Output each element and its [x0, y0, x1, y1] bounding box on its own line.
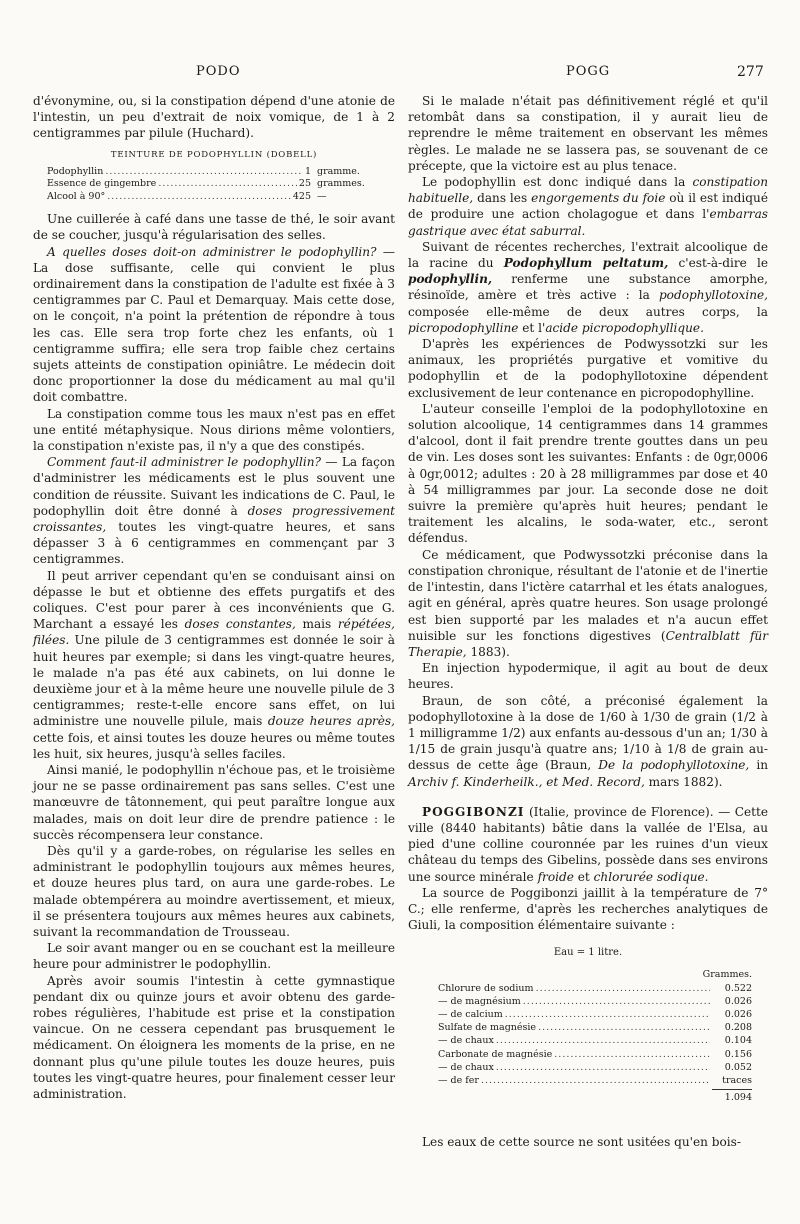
table-row: — de fer ..... traces	[438, 1074, 752, 1087]
composition-table	[438, 968, 752, 1104]
table-row: Carbonate de magnésie ..... 0.156	[438, 1048, 752, 1061]
header-left: PODO	[196, 64, 241, 79]
paragraph: La source de Poggibonzi jaillit à la température de 7° C.; elle renferme, d'après les recherches analytiques de Giuli, la composition élémentaire suivante :	[408, 885, 768, 933]
paragraph: Braun, de son côté, a préconisé également la podophyllotoxine à la dose de 1/60 à 1/30 de grain (1/2 à 1 milligramme 1/2) aux enfants au-dessous d'un an; 1/30 à 1/15 de grain jusqu'à quatre ans; 1/10 à 1/8 de grain au-dessus de cette âge (Braun, De la podophyllotoxine, in Archiv f. Kinderheilk., et Med. Record, mars 1882).	[408, 693, 768, 789]
paragraph: La constipation comme tous les maux n'est pas en effet une entité métaphysique. Nous dirions même volontiers, la constipation n'existe pas, il n'y a que des constipés.	[33, 406, 395, 453]
paragraph: Le soir avant manger ou en se couchant est la meilleure heure pour administrer le podophyllin.	[33, 941, 395, 972]
recipe-row: Essence de gingembre ..... 25 grammes.	[47, 178, 375, 191]
recipe-row: Podophyllin ..... 1 gramme.	[47, 166, 375, 179]
unit-header: Grammes.	[702, 969, 752, 981]
paragraph: Si le malade n'était pas définitivement réglé et qu'il retombât dans sa constipation, il y aurait lieu de reprendre le même traitement en observant les mêmes règles. Le malade ne se lassera pas, se souvenant de ce précepte, que la victoire est au plus tenace.	[408, 94, 768, 173]
table-row: Sulfate de magnésie ..... 0.208	[438, 1021, 752, 1034]
paragraph: Ce médicament, que Podwyssotzki préconise dans la constipation chronique, résultant de l'atonie et de l'inertie de l'intestin, dans l'ictère catarrhal et les états analogues, agit en général, après quatre heures. Son usage prolongé est bien supporté par les malades et n'a aucun effet nuisible sur les fonctions digestives (Centralblatt für Therapie, 1883).	[408, 547, 768, 659]
paragraph: Une cuillerée à café dans une tasse de thé, le soir avant de se coucher, jusqu'à régularisation des selles.	[33, 212, 395, 243]
table-row: — de chaux ..... 0.052	[438, 1061, 752, 1074]
paragraph: A quelles doses doit-on administrer le podophyllin? — La dose suffisante, celle qui convient le plus ordinairement dans la constipation de l'adulte est fixée à 3 centigrammes par C. Paul et Demarquay. Mais cette dose, on le conçoit, n'a point la prétention de répondre à tous les cas. Elle sera trop forte chez les enfants, où 1 centigramme suffira; elle sera trop faible chez certains sujets atteints de constipation opiniâtre. Le médecin doit donc proportionner la dose du médicament au mal qu'il doit combattre.	[33, 244, 395, 405]
recipe-list	[47, 166, 375, 204]
paragraph: Dès qu'il y a garde-robes, on régularise les selles en administrant le podophyllin toujours aux mêmes heures, et douze heures plus tard, on aura une garde-robes. Le malade obtempérera au moindre avertissement, et mieux, il se présentera toujours aux mêmes heures aux cabinets, suivant la recommandation de Trousseau.	[33, 844, 395, 940]
paragraph: Comment faut-il administrer le podophyllin? — La façon d'administrer les médicaments est le plus souvent une condition de réussite. Suivant les indications de C. Paul, le podophyllin doit être donné à doses progressivement croissantes, toutes les vingt-quatre heures, et sans dépasser 3 à 6 centigrammes en commençant par 3 centigrammes.	[33, 455, 395, 567]
dictionary-entry: POGGIBONZI (Italie, province de Florence). — Cette ville (8440 habitants) bâtie dans la vallée de l'Elsa, au pied d'une colline couronnée par les ruines d'un vieux château du temps des Gibelins, possède dans ses environs une source minérale froide et chlorurée sodique.	[408, 804, 768, 884]
header-center: POGG	[566, 64, 611, 79]
left-column	[33, 93, 395, 1102]
paragraph: Suivant de récentes recherches, l'extrait alcoolique de la racine du Podophyllum peltatum, c'est-à-dire le podophyllin, renferme une substance amorphe, résinoïde, amère et très active : la podophyllotoxine, composée elle-même de deux autres corps, la picropodophylline et l'acide picropodophyllique.	[408, 239, 768, 335]
table-row: — de chaux ..... 0.104	[438, 1034, 752, 1047]
page-number: 277	[737, 64, 764, 80]
table-row: — de magnésium ..... 0.026	[438, 995, 752, 1008]
paragraph: Le podophyllin est donc indiqué dans la constipation habituelle, dans les engorgements du foie où il est indiqué de produire une action cholagogue et dans l'embarras gastrique avec état saburral.	[408, 175, 768, 238]
paragraph: d'évonymine, ou, si la constipation dépend d'une atonie de l'intestin, un peu d'extrait de noix vomique, de 1 à 2 centigrammes par pilule (Huchard).	[33, 94, 395, 141]
table-row: — de calcium ..... 0.026	[438, 1008, 752, 1021]
table-row: Chlorure de sodium ..... 0.522	[438, 982, 752, 995]
paragraph: Ainsi manié, le podophyllin n'échoue pas, et le troisième jour ne se passe ordinairement pas sans selles. C'est une manœuvre de tâtonnement, qui peut paraître longue aux malades, mais on doit leur dire de prendre patience : le succès récompensera leur constance.	[33, 763, 395, 842]
right-column	[408, 93, 768, 1151]
paragraph: Il peut arriver cependant qu'en se conduisant ainsi on dépasse le but et obtienne des effets purgatifs et des coliques. C'est pour parer à ces inconvénients que G. Marchant a essayé les doses constantes, mais répétées, filées. Une pilule de 3 centigrammes est donnée le soir à huit heures par exemple; si dans les vingt-quatre heures, le malade n'a pas été aux cabinets, on lui donne le deuxième jour et à la même heure une nouvelle pilule de 3 centigrammes; reste-t-elle encore sans effet, on lui administre une nouvelle pilule, mais douze heures après, cette fois, et ainsi toutes les douze heures ou même toutes les huit, six heures, jusqu'à selles faciles.	[33, 568, 395, 761]
table-caption: Eau = 1 litre.	[553, 947, 623, 959]
paragraph: Après avoir soumis l'intestin à cette gymnastique pendant dix ou quinze jours et avoir obtenu des garde-robes régulières, l'habitude est prise et la constipation vaincue. On ne cessera cependant pas brusquement le médicament. On éloignera les moments de la prise, en ne donnant plus qu'une pilule toutes les douze heures, puis toutes les vingt-quatre heures, pour finalement cesser leur administration.	[33, 973, 395, 1102]
recipe-row: Alcool à 90° ..... 425 —	[47, 191, 375, 204]
recipe-title: TEINTURE DE PODOPHYLLIN (DOBELL)	[110, 149, 318, 160]
paragraph: En injection hypodermique, il agit au bout de deux heures.	[408, 661, 768, 692]
running-header	[0, 64, 800, 84]
paragraph: L'auteur conseille l'emploi de la podophyllotoxine en solution alcoolique, 14 centigrammes dans 14 grammes d'alcool, dont il fait prendre trente gouttes dans un peu de vin. Les doses sont les suivantes: Enfants : de 0gr,0006 à 0gr,0012; adultes : 20 à 28 milligrammes par dose et 40 à 54 milligrammes par jour. La seconde dose ne doit suivre la première qu'après huit heures; pendant le traitement les alcalins, le soda-water, etc., seront défendus.	[408, 401, 768, 546]
paragraph: Les eaux de cette source ne sont usitées qu'en bois-	[422, 1135, 741, 1150]
entry-headword: POGGIBONZI	[422, 804, 525, 819]
paragraph: D'après les expériences de Podwyssotzki sur les animaux, les propriétés purgative et vomitive du podophyllin et de la podophyllotoxine dépendent exclusivement de leur contenance en picropodophylline.	[408, 337, 768, 400]
table-total: 1.094	[438, 1089, 752, 1104]
